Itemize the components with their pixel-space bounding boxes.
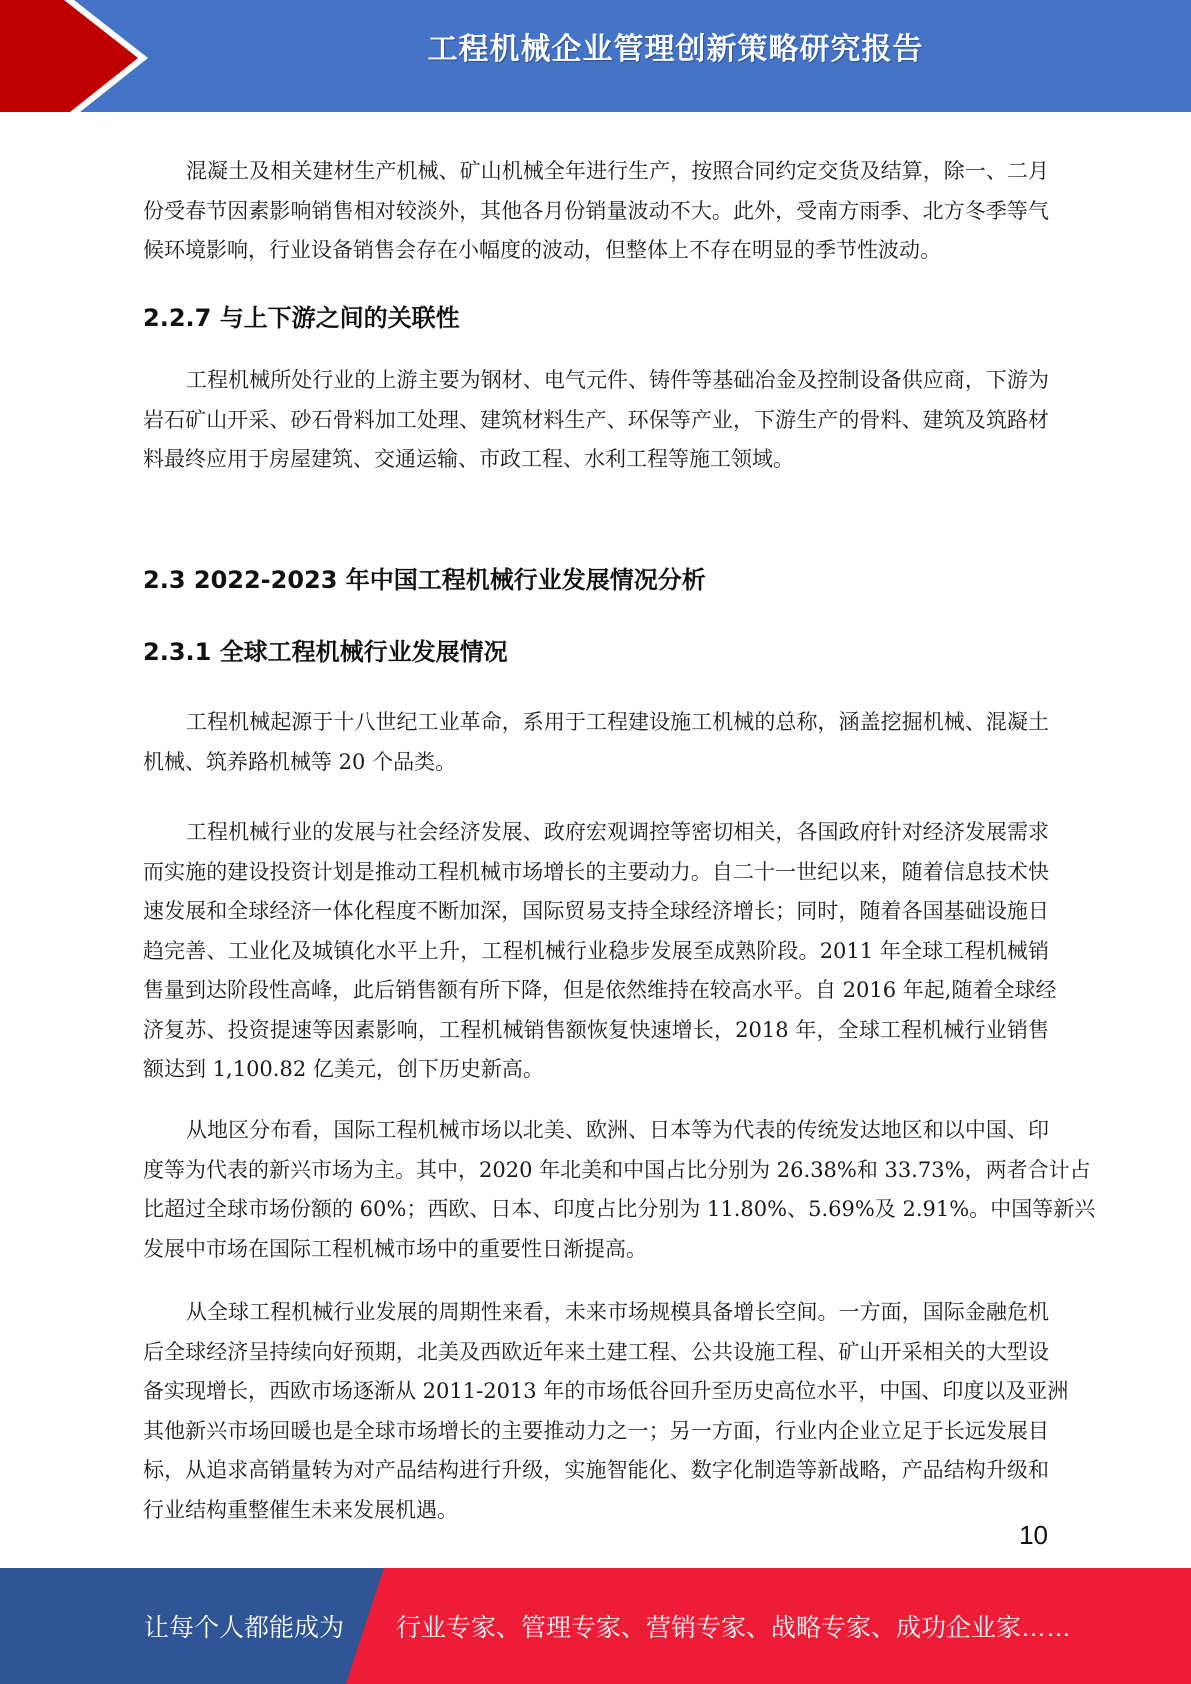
paragraph-line: 工程机械行业的发展与社会经济发展、政府宏观调控等密切相关，各国政府针对经济发展需求 (186, 820, 1049, 844)
paragraph-line: 售量到达阶段性高峰，此后销售额有所下降，但是依然维持在较高水平。自 2016 年起,随着全球经 (143, 978, 1057, 1002)
paragraph-cyclicality (143, 1293, 1069, 1530)
paragraph-line: 候环境影响，行业设备销售会存在小幅度的波动，但整体上不存在明显的季节性波动。 (143, 238, 941, 262)
paragraph-origin (143, 703, 1049, 782)
paragraph-line: 发展中市场在国际工程机械市场中的重要性日渐提高。 (143, 1236, 647, 1261)
paragraph-line: 而实施的建设投资计划是推动工程机械市场增长的主要动力。自二十一世纪以来，随着信息技术快 (143, 859, 1049, 884)
report-footer (0, 1568, 1191, 1684)
report-title: 工程机械企业管理创新策略研究报告 (427, 32, 924, 67)
paragraph-line: 标，从追求高销量转为对产品结构进行升级，实施智能化、数字化制造等新战略，产品结构升级和 (143, 1458, 1049, 1482)
paragraph-line: 比超过全球市场份额的 60%；西欧、日本、印度占比分别为 11.80%、5.69%及 2.91%。中国等新兴 (143, 1197, 1096, 1221)
paragraph-line: 从全球工程机械行业发展的周期性来看，未来市场规模具备增长空间。一方面，国际金融危机 (186, 1300, 1049, 1324)
paragraph-line: 后全球经济呈持续向好预期，北美及西欧近年来土建工程、公共设施工程、矿山开采相关的大型设 (143, 1339, 1049, 1364)
paragraph-line: 行业结构重整催生未来发展机遇。 (143, 1497, 458, 1522)
footer-slogan-left: 让每个人都能成为 (144, 1614, 345, 1642)
section-heading-2-3-1: 2.3.1 全球工程机械行业发展情况 (143, 638, 508, 666)
paragraph-line: 机械、筑养路机械等 20 个品类。 (143, 749, 457, 774)
paragraph-line: 混凝土及相关建材生产机械、矿山机械全年进行生产，按照合同约定交货及结算，除一、二月 (186, 159, 1049, 183)
report-header (0, 0, 1191, 112)
section-heading-2-3: 2.3 2022-2023 年中国工程机械行业发展情况分析 (143, 566, 706, 594)
paragraph-line: 岩石矿山开采、砂石骨料加工处理、建筑材料生产、环保等产业，下游生产的骨料、建筑及筑路材 (143, 407, 1049, 432)
paragraph-line: 从地区分布看，国际工程机械市场以北美、欧洲、日本等为代表的传统发达地区和以中国、印 (186, 1118, 1049, 1142)
paragraph-line: 其他新兴市场回暖也是全球市场增长的主要推动力之一；另一方面，行业内企业立足于长远发展目 (143, 1418, 1049, 1443)
paragraph-line: 工程机械起源于十八世纪工业革命，系用于工程建设施工机械的总称，涵盖挖掘机械、混凝土 (186, 710, 1049, 734)
paragraph-line: 备实现增长，西欧市场逐渐从 2011-2013 年的市场低谷回升至历史高位水平，中国、印度以及亚洲 (143, 1379, 1069, 1403)
section-heading-2-2-7: 2.2.7 与上下游之间的关联性 (143, 304, 460, 332)
paragraph-line: 济复苏、投资提速等因素影响，工程机械销售额恢复快速增长，2018 年，全球工程机械行业销售 (143, 1017, 1049, 1042)
paragraph-development (143, 813, 1057, 1090)
footer-slogan-right: 行业专家、管理专家、营销专家、战略专家、成功企业家…… (396, 1614, 1072, 1642)
paragraph-line: 料最终应用于房屋建筑、交通运输、市政工程、水利工程等施工领域。 (143, 447, 794, 471)
paragraph-regional-distribution (143, 1111, 1096, 1269)
paragraph-line: 额达到 1,100.82 亿美元，创下历史新高。 (143, 1057, 544, 1081)
paragraph-line: 速发展和全球经济一体化程度不断加深，国际贸易支持全球经济增长；同时，随着各国基础设施日 (143, 899, 1049, 923)
paragraph-line: 工程机械所处行业的上游主要为钢材、电气元件、铸件等基础冶金及控制设备供应商，下游为 (186, 368, 1049, 392)
paragraph-upstream-downstream (143, 361, 1049, 480)
paragraph-line: 份受春节因素影响销售相对较淡外，其他各月份销量波动不大。此外，受南方雨季、北方冬季等气 (143, 198, 1049, 223)
paragraph-line: 度等为代表的新兴市场为主。其中，2020 年北美和中国占比分别为 26.38%和 33.73%，两者合计占 (143, 1157, 1091, 1182)
paragraph-seasonality (143, 152, 1049, 271)
page-number: 10 (1019, 1520, 1048, 1550)
paragraph-line: 趋完善、工业化及城镇化水平上升，工程机械行业稳步发展至成熟阶段。2011 年全球工程机械销 (143, 938, 1049, 963)
